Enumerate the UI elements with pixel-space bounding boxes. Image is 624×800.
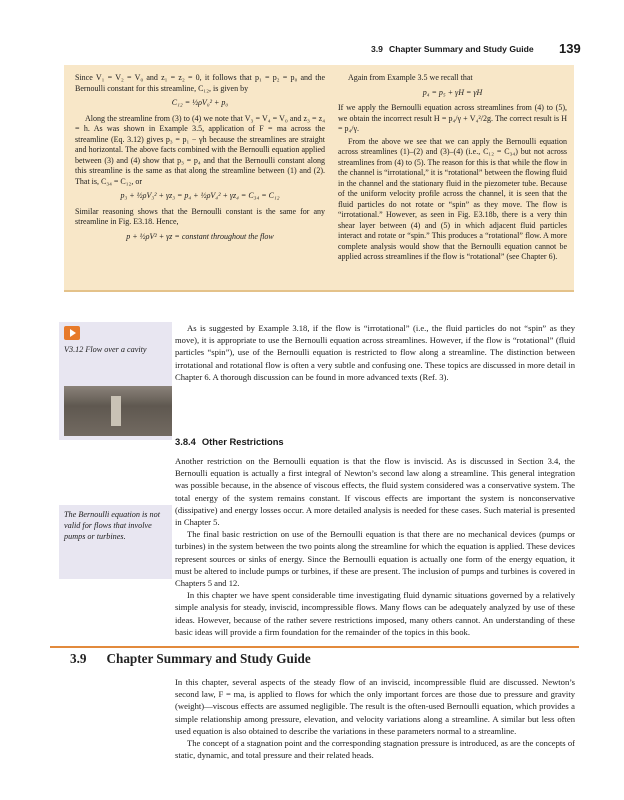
- video-play-icon[interactable]: [64, 326, 80, 340]
- equation-p4: p₄ = p₅ + γH = γH: [422, 87, 483, 97]
- example-right-text-3: From the above we see that we can apply the Bernoulli equation across streamlines (1)–(2) and (3)–(4) (i.e., C₁₂ = C₃₄) but not across streamlines from (4) to (5). The reason for this is that while the flow in the channel is “irrotational,” it is “rotational” between the flowing fluid in the channel and the stationary fluid in the piezometer tube. Because of the uniform velocity profile across the channel, it is seen that the fluid particles do not rotate or “spin” as they move. The flow is “irrotational.” However, as seen in Fig. E3.18b, there is a very thin shear layer between (4) and (5) in which adjacent fluid particles interact and rotate or “spin.” This produces a “rotational” flow. A more complete analysis would show that the Bernoulli equation cannot be applied across streamlines if the flow is “rotational” (see Chapter 6).: [338, 136, 567, 261]
- page-number: 139: [559, 41, 581, 56]
- body-paragraph-3: The final basic restriction on use of the Bernoulli equation is that there are no mechanical devices (pumps or turbines) in the system between the two points along the streamline for which the equation is applied. These devices represent sources or sinks of energy. Since the Bernoulli equation is actually one form of the energy equation, it must be altered to include pumps or turbines, if these are present. The inclusion of pumps and turbines is covered in Chapters 5 and 12.: [175, 529, 575, 589]
- section-rule: [50, 646, 579, 648]
- summary-paragraph-1: In this chapter, several aspects of the steady flow of an inviscid, incompressible fluid are discussed. Newton’s second law, F = ma, is applied to flows for which the only important forces are those due to pressure and gravity (weight)—viscous effects are assumed negligible. The result is the often-used Bernoulli equation, which provides a simple relationship among pressure, elevation, and velocity variations along a streamline. A similar but less often used equation is also obtained to describe the variations in these parameters normal to a streamline.: [175, 677, 575, 736]
- margin-note: The Bernoulli equation is not valid for flows that involve pumps or turbines.: [64, 510, 160, 541]
- equation-c12: C₁₂ = ½ρV₀² + p₀: [171, 98, 229, 107]
- video-label[interactable]: V3.12 Flow over a cavity: [64, 345, 147, 354]
- section-number: 3.9: [70, 651, 87, 666]
- body-paragraph-4: In this chapter we have spent considerable time investigating fluid dynamic situations governed by a relatively simple analysis for steady, inviscid, incompressible flows. Many flows can be adequately analyzed by use of these ideas. However, because of the rather severe restrictions imposed, many others cannot. An understanding of these basic ideas will provide a firm foundation for the remainder of the topics in this book.: [175, 590, 575, 637]
- body-paragraph-2: Another restriction on the Bernoulli equation is that the flow is inviscid. As is discussed in Section 3.4, the Bernoulli equation is actually a first integral of Newton’s second law along a streamline. This general integration was possible because, in the absence of viscous effects, the fluid system considered was a conservative system. The total energy of the system remains constant. If viscous effects are important the system is nonconservative (dissipative) and energy losses occur. A more detailed analysis is needed for these cases. Such material is presented in Chapter 5.: [175, 456, 575, 528]
- example-left-text-1: Since V₁ = V₂ = V₀ and z₁ = z₂ = 0, it follows that p₁ = p₂ = p₀ and the Bernoulli constant for this streamline, C₁₂, is given by: [75, 73, 325, 93]
- body-paragraph-1-block: [175, 322, 575, 383]
- example-box: [64, 65, 574, 292]
- running-header: [0, 41, 624, 60]
- example-right-text-2: If we apply the Bernoulli equation across streamlines from (4) to (5), we obtain the incorrect result H = p₄/γ + V₄²/2g. The correct result is H = p₄/γ.: [338, 103, 567, 133]
- example-left-text-2: Along the streamline from (3) to (4) we note that V₃ = V₄ = V₀ and z₃ = z₄ = h. As was shown in Example 3.5, application of F = ma across the streamline (Eq. 3.12) gives p₃ = p₁ − γh because the streamlines are straight and horizontal. The above facts combined with the Bernoulli equation applied between (3) and (4) show that p₃ = p₄ and that the Bernoulli constant along this streamline is the same as that along the streamline between (1) and (2). That is, C₃₄ = C₁₂, or: [75, 113, 325, 186]
- subsection-title: Other Restrictions: [201, 436, 284, 447]
- example-right-column: [338, 73, 567, 265]
- equation-constant: p + ½ρV² + γz = constant throughout the flow: [126, 231, 274, 241]
- header-section-title: Chapter Summary and Study Guide: [389, 44, 534, 54]
- subsection-heading: [175, 436, 284, 447]
- body-paragraphs-block: [175, 455, 575, 638]
- header-section-number: 3.9: [371, 44, 383, 54]
- summary-block: [175, 676, 575, 761]
- example-left-text-3: Similar reasoning shows that the Bernoulli constant is the same for any streamline in Fig. E3.18. Hence,: [75, 206, 325, 226]
- example-left-column: [75, 73, 325, 247]
- example-right-text-1: Again from Example 3.5 we recall that: [348, 73, 473, 82]
- section-heading: [70, 651, 311, 667]
- video-thumbnail[interactable]: [64, 386, 172, 436]
- section-title: Chapter Summary and Study Guide: [106, 651, 311, 666]
- subsection-number: 3.8.4: [175, 436, 196, 447]
- equation-c34: p₃ + ½ρV₃² + γz₃ = p₄ + ½ρV₄² + γz₄ = C₃₄ = C₁₂: [120, 191, 280, 200]
- summary-paragraph-2: The concept of a stagnation point and the corresponding stagnation pressure is introduced, as are the concepts of static, dynamic, and total pressure and their related heads.: [175, 738, 575, 761]
- body-paragraph-1: As is suggested by Example 3.18, if the flow is “irrotational” (i.e., the fluid particles do not “spin” as they move), it is appropriate to use the Bernoulli equation across streamlines. However, if the flow is “rotational” (fluid particles “spin”), use of the Bernoulli equation is restricted to flow along a streamline. The distinction between irrotational and rotational flow is often a very subtle and confusing one. These topics are discussed in more detail in Chapter 6. A thorough discussion can be found in more advanced texts (Ref. 3).: [175, 323, 575, 382]
